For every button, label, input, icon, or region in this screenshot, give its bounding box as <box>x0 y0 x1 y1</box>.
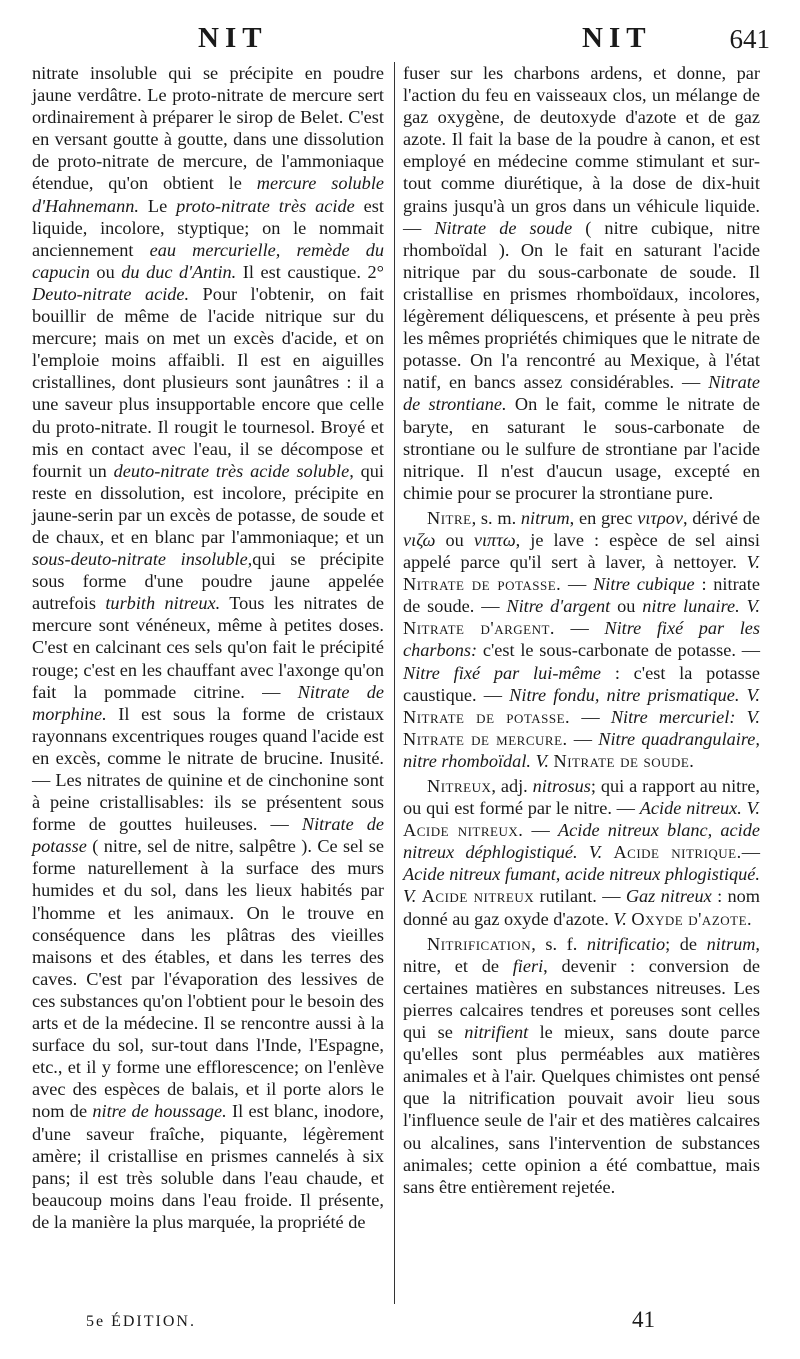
nitre-greek1-text: νιτρον <box>637 507 683 528</box>
nitre-it3-text: Nitre d'argent <box>506 596 611 617</box>
nitre-it2-text: Nitre cubique <box>593 574 695 595</box>
left-column-text <box>32 62 384 1233</box>
nitre-f-text: — <box>568 574 587 595</box>
p1-it2-text: proto-nitrate très acide <box>176 195 355 216</box>
p1-i-text: Tous les nitrates de mercure sont vénéneux, même à petites doses. C'est en calcinant ces sels qu'on fait le précipité rouge; c'est en les chauffant avec l'axonge qu'on fait la pommade citrine. — <box>32 593 384 702</box>
nitreux-sc3-text: Acide nitreux <box>421 886 535 907</box>
nitre-v3-text: V. <box>746 684 760 705</box>
p1-it11-text: nitre de houssage. <box>92 1101 227 1122</box>
nitreux-v2-text: V. <box>588 842 603 863</box>
p1-it7-text: sous-deuto-nitrate insoluble, <box>32 549 253 570</box>
nitre-greek3-text: νιπτω <box>473 529 516 550</box>
nitreux-d-text: — <box>741 842 760 863</box>
header-left-word: NIT <box>198 22 268 54</box>
nitre-b-text: , en grec <box>569 507 633 528</box>
p1-it9-text: Nitrate de morphine. <box>32 681 384 724</box>
p1-it10-text: Nitrate de potasse <box>32 814 384 857</box>
nitreux-it5-text: Gaz nitreux <box>625 886 712 907</box>
nitreux-sc1-text: Acide nitreux. <box>403 820 524 841</box>
nitreux-sc2-text: Acide nitrique. <box>613 842 742 863</box>
nitrate-continuation <box>403 62 760 504</box>
nitre-it1-text: nitrum <box>520 507 570 528</box>
headword-nitreux: Nitreux <box>427 776 492 796</box>
nitreux-f-text: : nom donné au gaz oxyde d'azote. <box>403 886 761 929</box>
running-header <box>30 22 770 62</box>
nitre-it4-text: nitre lunaire. <box>642 596 740 617</box>
p1-l-text: Il est blanc, inodore, d'une saveur fraîche, piquante, légèrement amère; il cristallise en prismes cannelés à six pans; il est très soluble dans l'eau chaude, et beaucoup moins dans l'eau froide. Il présente, de la manière la plus marquée, la propriété de <box>32 1101 384 1232</box>
nitre-m-text: — <box>573 728 593 749</box>
nitre-h-text: ou <box>617 596 636 617</box>
edition-label: 5e ÉDITION. <box>86 1313 196 1330</box>
column-divider <box>394 62 395 1304</box>
p1-c-text: On le fait, comme le nitrate de baryte, en saturant le sous-carbonate de strontiane ou le sulfure de strontiane par l'acide nitrique. Il n'est d'aucun usage, excepté en chimie pour se procurer la strontiane pure. <box>403 394 761 503</box>
nitreux-it4-text: Acide nitreux fumant, acide nitreux phlogistiqué. <box>403 864 760 885</box>
p1-j-text: Il est sous la forme de cristaux rayonnans excentriques rouges quand l'acide est en excès, comme le nitrate de brucine. Inusité. — Les nitrates de quinine et de cinchonine sont à peine cristallisables: ils se présentent sous forme de gouttes huileuses. — <box>32 703 385 835</box>
entry-nitreux <box>403 775 760 930</box>
nitre-v2-text: V. <box>746 596 760 617</box>
p1-d-text: ou <box>96 261 115 282</box>
nitreux-v1-text: V. <box>746 798 760 819</box>
nitreux-v4-text: V. <box>613 908 627 929</box>
p1-it2-text: Nitrate de strontiane. <box>403 372 760 415</box>
headword-nitre: Nitre <box>427 507 472 528</box>
p1-it4-text: du duc d'Antin. <box>121 261 237 282</box>
nitre-it6-text: Nitre fixé par lui-même <box>403 662 602 683</box>
p1-it6-text: deuto-nitrate très acide soluble, <box>113 460 354 481</box>
nitrif-a-text: , s. f. <box>531 933 578 954</box>
p1-it1-text: mercure soluble d'Hahnemann. <box>32 173 385 216</box>
nitrif-b-text: ; de <box>665 933 698 954</box>
left-column <box>32 62 384 1233</box>
nitre-a-text: , s. m. <box>471 507 517 528</box>
nitre-v1-text: V. <box>746 552 760 573</box>
nitrif-d-text: , devenir : conversion de certaines matières en substances nitreuses. Les pierres calcaires tendres et poreuses sont celles qui se <box>403 955 760 1043</box>
nitreux-sc4-text: Oxyde d'azote. <box>631 908 753 929</box>
nitre-c-text: , dérivé de <box>682 507 760 528</box>
p1-b-text: ( nitre cubique, nitre rhomboïdal ). On le fait en saturant l'acide nitrique par du sous-carbonate de soude. Il cristallise en prismes rhomboïdaux, incolores, légèrement déliquescens, et présente à peu près les mêmes propriétés chimiques que le nitrate de potasse. On l'a rencontré au Mexique, à l'état natif, en bancs assez considérables. — <box>403 217 761 393</box>
nitre-g-text: : nitrate de soude. — <box>403 574 760 617</box>
nitreux-e-text: rutilant. — <box>539 886 621 907</box>
p1-f-text: Pour l'obtenir, on fait bouillir de même de l'acide nitrique sur du mercure; mais on met un excès d'acide, et on l'emploie moins affaibli. Il est en aiguilles cristallines, dont plusieurs sont jaunâtres : il a une saveur plus insupportable encore que celle du proto-nitrate. Il rougit le tournesol. Broyé et mis en contact avec l'eau, il se décompose et fournit un <box>32 283 384 481</box>
nitreux-it3-text: Acide nitreux blanc, acide nitreux déphlogistiqué. <box>403 820 761 863</box>
headword-nitrification: Nitrification <box>427 933 532 954</box>
nitre-it5-text: Nitre fixé par les charbons: <box>403 618 760 661</box>
nitre-sc3-text: Nitrate de potasse. <box>403 706 571 727</box>
nitre-d-text: ou <box>445 529 464 550</box>
p1-text: fuser sur les charbons ardens, et donne, par l'action du feu en vaisseaux clos, un mélange de gaz oxygène, de deutoxyde d'azote et de gaz azote. Il fait la base de la poudre à canon, et est employé en médecine comme stimulant et sur-tout comme diurétique, à la dose de dix-huit grains jusqu'à un gros dans un véhicule liquide. — <box>403 63 760 238</box>
nitre-it7-text: Nitre fondu, nitre prismatique. <box>509 684 740 705</box>
page-number: 641 <box>729 24 770 54</box>
nitre-sc4-text: Nitrate de mercure. <box>403 728 568 749</box>
page-footer <box>0 1305 800 1345</box>
nitrif-it1-text: nitrificatio <box>586 933 666 954</box>
nitrif-it3-text: fieri <box>512 955 544 976</box>
nitreux-b-text: ; qui a rapport au nitre, ou qui est formé par le nitre. — <box>403 776 760 819</box>
p1-it8-text: turbith nitreux. <box>105 593 221 614</box>
entry-nitrification <box>403 933 760 1198</box>
nitrif-it4-text: nitrifient <box>464 1022 529 1043</box>
nitre-sc1-text: Nitrate de potasse. <box>403 574 562 595</box>
p1-h-text: qui se précipite sous forme d'une poudre jaune appelée autrefois <box>32 549 384 614</box>
nitre-it8-text: Nitre mercuriel: <box>610 706 736 727</box>
nitrif-c-text: , nitre, et de <box>403 933 760 976</box>
nitreux-a-text: , adj. <box>491 776 528 796</box>
nitre-greek2-text: νιζω <box>403 529 436 550</box>
p1-it1-text: Nitrate de soude <box>434 217 573 238</box>
nitre-l-text: — <box>581 706 600 727</box>
right-column <box>403 62 760 1198</box>
nitre-v4-text: V. <box>746 706 761 727</box>
nitrif-e-text: le mieux, sans doute parce qu'elles sont plus perméables aux matières animales et à l'air. Quelques chimistes ont pensé que la nitrification pouvait avoir lieu sous l'influence seule de l'air et des matières calcaires ou alcalines, sans l'intervention de substances animales; cette opinion a été combattue, mais sans être entièrement rejetée. <box>403 1022 760 1197</box>
p1-e-text: Il est caustique. 2° <box>242 261 384 282</box>
nitreux-it1-text: nitrosus <box>532 776 591 796</box>
nitrif-it2-text: nitrum <box>706 933 756 954</box>
nitre-k-text: : c'est la potasse caustique. — <box>403 662 760 705</box>
p1-it3-text: eau mercurielle, remède du capucin <box>32 239 384 282</box>
nitreux-v3-text: V. <box>403 886 417 907</box>
signature-mark: 41 <box>632 1307 655 1332</box>
p1-text: nitrate insoluble qui se précipite en poudre jaune verdâtre. Le proto-nitrate de mercure sert ordinairement à préparer le sirop de Belet. C'est en versant goutte à goutte, dans une dissolution de proto-nitrate de mercure, de l'ammoniaque étendue, qu'on obtient le <box>32 63 384 194</box>
nitre-it9-text: Nitre quadrangulaire, nitre rhomboïdal. <box>403 728 760 771</box>
p1-it5-text: Deuto-nitrate acide. <box>32 283 190 304</box>
header-right-word: NIT <box>582 22 652 54</box>
nitreux-it2-text: Acide nitreux. <box>639 798 742 819</box>
p1-b-text: Le <box>147 195 168 216</box>
p1-g-text: qui reste en dissolution, est incolore, précipite en jaune-serin par un excès de potasse, de soude et de chaux, et en blanc par l'ammoniaque; et un <box>32 460 384 547</box>
entry-nitre <box>403 507 760 772</box>
nitre-v5-text: V. <box>535 750 549 771</box>
nitre-sc5-text: Nitrate de soude. <box>553 750 695 771</box>
p1-c-text: est liquide, incolore, styptique; on le nommait anciennement <box>32 195 384 260</box>
nitre-sc2-text: Nitrate d'argent. <box>403 618 555 639</box>
nitre-e-text: , je lave : espèce de sel ainsi appelé parce qu'il sert à laver, à nettoyer. <box>403 529 760 573</box>
nitre-i-text: — <box>570 618 589 639</box>
nitreux-c-text: — <box>531 820 550 841</box>
nitre-j-text: c'est le sous-carbonate de potasse. — <box>482 640 760 661</box>
p1-k-text: ( nitre, sel de nitre, salpêtre ). Ce sel se forme naturellement à la surface des murs humides et du sol, dans les lieux habités par l'homme et les animaux. On le trouve en conséquence dans les plâtras des vieilles maisons et des étables, et dans les terres des caves. C'est par l'évaporation des lessives de ces substances qu'on l'obtient pour le besoin des arts et de la médecine. Il se rencontre aussi à la surface du sol, sur-tout dans l'Inde, l'Espagne, etc., et il y forme une efflorescence; on l'enlève avec des espèces de balais, et il porte alors le nom de <box>32 836 384 1122</box>
